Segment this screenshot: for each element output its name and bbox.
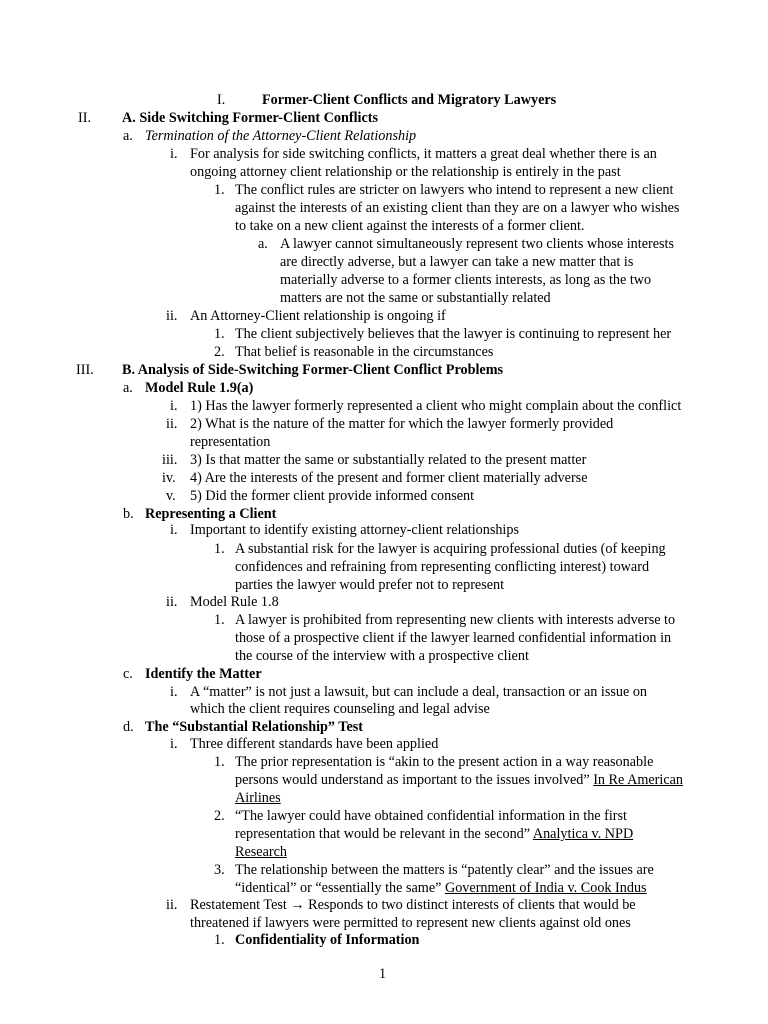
s3-b-i-1-line: confidences and refraining from representing conflicting interest) toward: [235, 559, 650, 575]
section-iii-heading: B. Analysis of Side-Switching Former-Client Conflict Problems: [122, 362, 504, 378]
s2-a-i-line: ongoing attorney client relationship or the relationship is entirely in the past: [190, 164, 621, 180]
s2-a-ii-2-line: That belief is reasonable in the circumstances: [235, 344, 494, 360]
s2-a-i-line: For analysis for side switching conflicts, it matters a great deal whether there is an: [190, 146, 657, 162]
case-citation-analytica: Analytica v. NPD: [532, 826, 634, 842]
s3-d-ii-line: [190, 897, 636, 915]
s3-b-ii-marker: ii.: [166, 594, 178, 610]
s3-d-ii-label: Restatement Test: [190, 897, 287, 913]
s2-a-ii-2-marker: 2.: [214, 344, 225, 360]
s3-b-i-line: Important to identify existing attorney-client relationships: [190, 522, 519, 538]
case-citation-in-re-american-airlines-cont: Airlines: [235, 790, 281, 806]
s3-a-item-marker: iii.: [162, 452, 178, 468]
s3-b-ii-line: Model Rule 1.8: [190, 594, 279, 610]
s2-a-ii-1-marker: 1.: [214, 326, 225, 342]
s3-a-item-text: 2) What is the nature of the matter for which the lawyer formerly provided: [190, 416, 614, 432]
s2-a-i-1-a-line: matters are not the same or substantially related: [280, 290, 551, 306]
s3-d-ii-marker: ii.: [166, 897, 178, 913]
section-iii-marker: III.: [76, 362, 94, 378]
s3-a-item-marker: iv.: [162, 470, 176, 486]
s3-d-ii-1-heading: Confidentiality of Information: [235, 932, 420, 948]
case-citation-analytica-cont: Research: [235, 844, 287, 860]
s3-b-marker: b.: [123, 506, 134, 522]
s2-a-ii-line: An Attorney-Client relationship is ongoing if: [190, 308, 446, 324]
s2-a-i-1-marker: 1.: [214, 182, 225, 198]
s3-d-i-3-line: [235, 880, 647, 898]
s2-a-i-1-line: The conflict rules are stricter on lawyers who intend to represent a new client: [235, 182, 674, 198]
case-citation-government-of-india: Government of India v. Cook Indus: [444, 880, 647, 896]
s3-b-ii-1-line: those of a prospective client if the lawyer learned confidential information in: [235, 630, 672, 646]
s3-a-item-marker: ii.: [166, 416, 178, 432]
s3-d-i-2-line: “The lawyer could have obtained confidential information in the first: [235, 808, 627, 824]
s2-a-i-1-line: to take on a new client against the interests of a former client.: [235, 218, 585, 234]
s3-c-heading: Identify the Matter: [145, 666, 262, 682]
s3-d-i-1-text: persons would understand as important to the issues involved”: [235, 772, 590, 788]
s3-a-item-text: 3) Is that matter the same or substantially related to the present matter: [190, 452, 587, 468]
s3-c-marker: c.: [123, 666, 133, 682]
s2-a-i-1-a-marker: a.: [258, 236, 268, 252]
s3-b-ii-1-line: the course of the interview with a prospective client: [235, 648, 529, 664]
section-ii-heading: A. Side Switching Former-Client Conflicts: [122, 110, 379, 126]
s3-d-ii-line: threatened if lawyers were permitted to represent new clients against old ones: [190, 915, 631, 931]
s2-a-heading: Termination of the Attorney-Client Relationship: [145, 128, 417, 144]
s3-b-i-1-line: parties the lawyer would prefer not to represent: [235, 577, 505, 593]
s3-a-item-text: 1) Has the lawyer formerly represented a client who might complain about the conflict: [190, 398, 682, 414]
s3-a-marker: a.: [123, 380, 133, 396]
s3-b-ii-1-line: A lawyer is prohibited from representing new clients with interests adverse to: [235, 612, 676, 628]
s3-d-i-marker: i.: [170, 736, 178, 752]
s2-a-i-1-a-line: A lawyer cannot simultaneously represent two clients whose interests: [280, 236, 675, 252]
s3-d-i-1-line: The prior representation is “akin to the present action in a way reasonable: [235, 754, 654, 770]
s3-a-item-text: 4) Are the interests of the present and former client materially adverse: [190, 470, 588, 486]
s3-a-item-text: 5) Did the former client provide informed consent: [190, 488, 475, 504]
s3-d-ii-text: Responds to two distinct interests of clients that would be: [308, 897, 636, 913]
s3-a-item-marker: v.: [166, 488, 176, 504]
s3-d-i-2-line: [235, 826, 633, 844]
s3-d-marker: d.: [123, 719, 134, 735]
s3-d-heading: The “Substantial Relationship” Test: [145, 719, 363, 735]
right-arrow-icon: →: [290, 897, 305, 913]
s2-a-i-1-a-line: are directly adverse, but a lawyer can take a new matter that is: [280, 254, 634, 270]
s2-a-marker: a.: [123, 128, 133, 144]
case-citation-in-re-american-airlines: In Re American: [593, 772, 684, 788]
s2-a-i-1-a-line: materially adverse to a former clients interests, as long as the two: [280, 272, 652, 288]
document-title: Former-Client Conflicts and Migratory Lawyers: [262, 92, 557, 108]
s2-a-ii-marker: ii.: [166, 308, 178, 324]
s3-b-ii-1-marker: 1.: [214, 612, 225, 628]
section-ii-marker: II.: [78, 110, 91, 126]
s3-d-i-3-line: The relationship between the matters is “patently clear” and the issues are: [235, 862, 654, 878]
s3-b-i-1-line: A substantial risk for the lawyer is acquiring professional duties (of keeping: [235, 541, 666, 557]
s3-b-heading: Representing a Client: [145, 506, 277, 522]
s3-c-i-line: A “matter” is not just a lawsuit, but can include a deal, transaction or an issue on: [190, 684, 648, 700]
s3-d-ii-1-marker: 1.: [214, 932, 225, 948]
s3-d-i-1-marker: 1.: [214, 754, 225, 770]
s2-a-ii-1-line: The client subjectively believes that the lawyer is continuing to represent her: [235, 326, 672, 342]
s3-c-i-marker: i.: [170, 684, 178, 700]
s3-d-i-2-text: representation that would be relevant in the second”: [235, 826, 531, 842]
s3-c-i-line: which the client requires counseling and legal advise: [190, 701, 490, 717]
s2-a-i-1-line: against the interests of an existing client than they are on a lawyer who wishes: [235, 200, 680, 216]
s3-a-item-marker: i.: [170, 398, 178, 414]
s3-d-i-2-marker: 2.: [214, 808, 225, 824]
s3-b-i-1-marker: 1.: [214, 541, 225, 557]
s3-a-heading: Model Rule 1.9(a): [145, 380, 254, 396]
s3-d-i-line: Three different standards have been applied: [190, 736, 439, 752]
s3-d-i-1-line: [235, 772, 683, 790]
s3-a-item-text: representation: [190, 434, 271, 450]
title-marker: I.: [217, 92, 226, 108]
page-number: 1: [379, 966, 387, 982]
s3-d-i-3-text: “identical” or “essentially the same”: [235, 880, 442, 896]
s3-b-i-marker: i.: [170, 522, 178, 538]
s3-d-i-3-marker: 3.: [214, 862, 225, 878]
s2-a-i-marker: i.: [170, 146, 178, 162]
